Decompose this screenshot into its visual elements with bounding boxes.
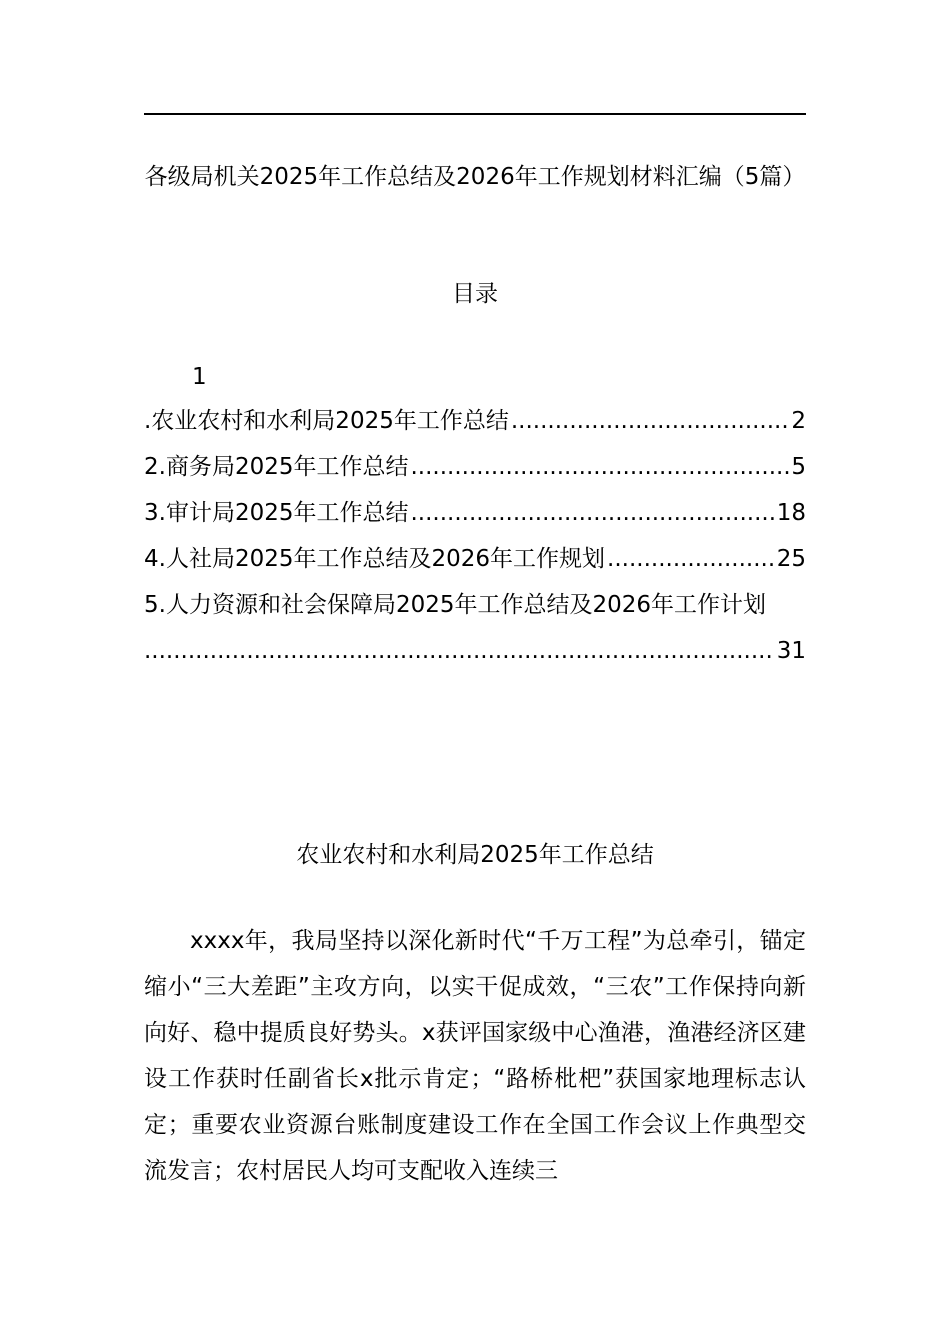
section-title: 农业农村和水利局2025年工作总结 (296, 842, 654, 868)
toc-entry-page: 31 (776, 638, 806, 664)
toc-dot-leader (607, 542, 775, 576)
toc-entry-label: 2.商务局2025年工作总结 (144, 454, 409, 480)
toc-dot-leader (410, 450, 789, 484)
toc-heading: 目录 (452, 281, 498, 307)
body-paragraph: xxxx年，我局坚持以深化新时代“千万工程”为总牵引，锚定缩小“三大差距”主攻方向，以实干促成效，“三农”工作保持向新向好、稳中提质良好势头。x获评国家级中心渔港，渔港经济区建设工作获时任副省长x批示肯定；“路桥枇杷”获国家地理标志认定；重要农业资源台账制度建设工作在全国工作会议上作典型交流发言；农村居民人均可支配收入连续三 (144, 928, 806, 1184)
toc-dot-leader (410, 496, 774, 530)
toc-entry[interactable] (144, 404, 806, 450)
toc-dot-leader (144, 634, 775, 668)
toc-lead-number: 1 (192, 364, 207, 390)
toc-entry-page: 18 (776, 500, 806, 526)
toc-entry-page: 25 (776, 546, 806, 572)
document-title: 各级局机关2025年工作总结及2026年工作规划材料汇编（5篇） (144, 164, 806, 190)
toc-entry-label: 3.审计局2025年工作总结 (144, 500, 409, 526)
table-of-contents (144, 404, 806, 680)
toc-entry-continuation[interactable] (144, 634, 806, 680)
toc-entry-label: 5.人力资源和社会保障局2025年工作总结及2026年工作计划 (144, 592, 767, 618)
toc-entry[interactable] (144, 496, 806, 542)
toc-entry-page: 2 (791, 408, 806, 434)
toc-entry[interactable] (144, 588, 806, 634)
toc-entry[interactable] (144, 542, 806, 588)
toc-entry[interactable] (144, 450, 806, 496)
body-text (144, 918, 806, 1194)
toc-dot-leader (511, 404, 790, 438)
toc-entry-page: 5 (791, 454, 806, 480)
header-rule (144, 113, 806, 115)
toc-entry-label: .农业农村和水利局2025年工作总结 (144, 408, 509, 434)
toc-entry-label: 4.人社局2025年工作总结及2026年工作规划 (144, 546, 606, 572)
